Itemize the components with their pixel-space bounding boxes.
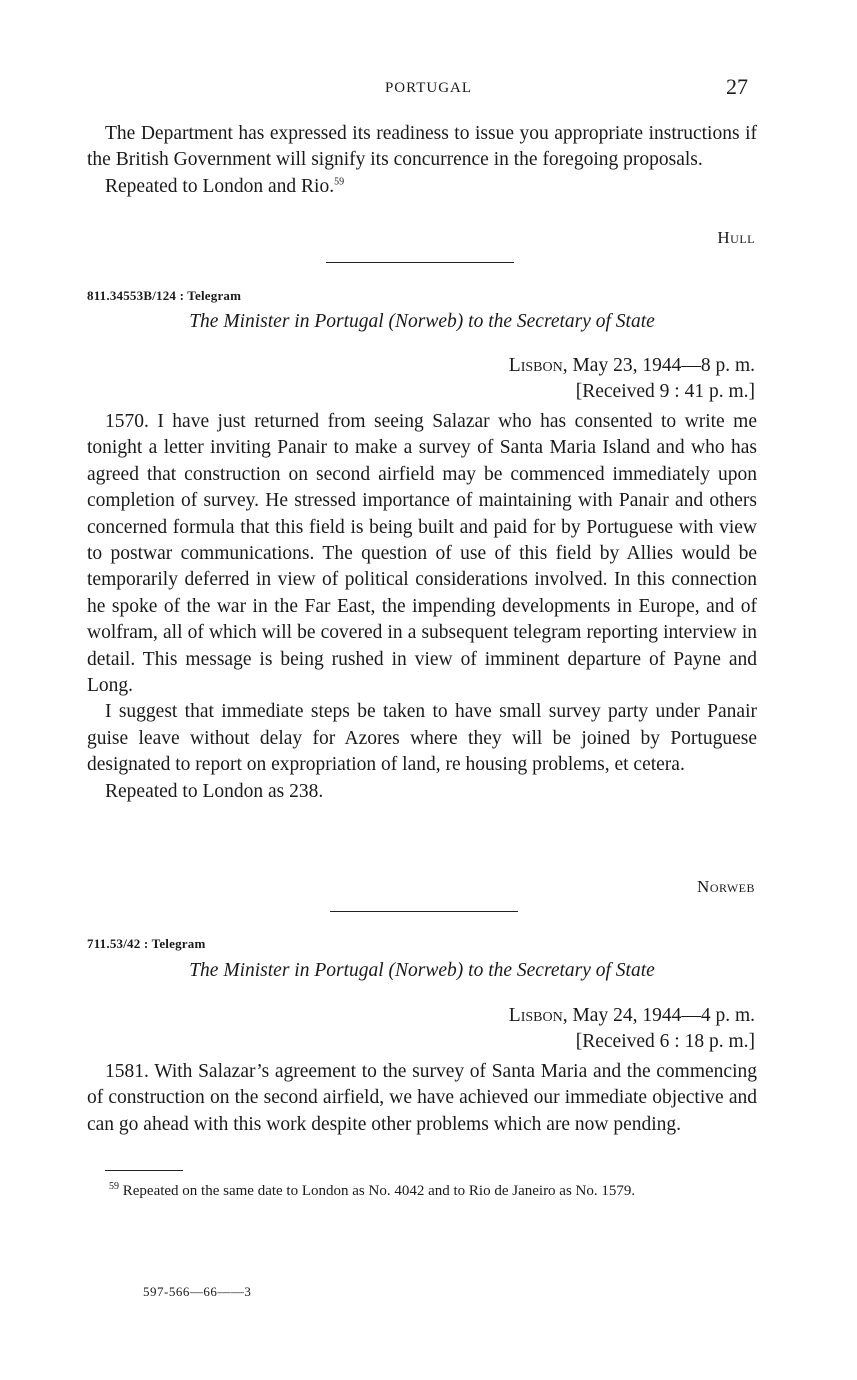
- section-divider: [330, 911, 518, 912]
- file-number: 711.53/42 : Telegram: [87, 936, 206, 951]
- signature-hull: Hull: [717, 228, 755, 247]
- footnote-marker: 59: [109, 1181, 119, 1192]
- repeated-text: Repeated to London and Rio.: [105, 175, 335, 197]
- doc3-body: [87, 1059, 757, 1138]
- date-time: May 24, 1944—4 p. m.: [567, 1005, 755, 1026]
- document-heading: The Minister in Portugal (Norweb) to the Secretary of State: [189, 311, 655, 332]
- date-place-line: [87, 353, 755, 379]
- document-heading: The Minister in Portugal (Norweb) to the Secretary of State: [189, 960, 655, 981]
- date-place: Lisbon,: [508, 355, 568, 376]
- footnote-text: Repeated on the same date to London as No. 4042 and to Rio de Janeiro as No. 1579.: [119, 1183, 636, 1199]
- date-place-line: [87, 1003, 755, 1029]
- doc2-paragraph-2: I suggest that immediate steps be taken to have small survey party under Panair guise leave without delay for Azores where they will be joined by Portuguese designated to report on expropriation of land, re housing problems, et cetera.: [87, 701, 757, 776]
- doc2-paragraph-3: Repeated to London as 238.: [105, 780, 324, 802]
- doc2-body: [87, 409, 757, 805]
- footnote-rule: [105, 1170, 183, 1171]
- date-time: May 23, 1944—8 p. m.: [567, 355, 755, 376]
- footnote: [87, 1183, 762, 1200]
- running-head: PORTUGAL: [384, 80, 473, 96]
- file-number: 811.34553B/124 : Telegram: [87, 288, 242, 303]
- signature-norweb: Norweb: [697, 877, 755, 896]
- doc3-paragraph-1: 1581. With Salazar’s agreement to the survey of Santa Maria and the commencing of construction on the second airfield, we have achieved our immediate objective and can go ahead with this work despite other problems which are now pending.: [87, 1061, 757, 1135]
- received-time: [Received 9 : 41 p. m.]: [575, 381, 755, 402]
- footnote-ref: 59: [334, 176, 345, 188]
- doc2-paragraph-1: 1570. I have just returned from seeing Salazar who has consented to write me tonight a letter inviting Panair to make a survey of Santa Maria Island and who has agreed that construction on second airfield may be commenced immediately upon completion of survey. He stressed importance of maintaining with Panair and others concerned formula that this field is being built and paid for by Portuguese with view to postwar communications. The question of use of this field by Allies would be temporarily deferred in view of political considerations involved. In this connection he spoke of the war in the Far East, the impending developments in Europe, and of wolfram, all of which will be covered in a subsequent telegram reporting interview in detail. This message is being rushed in view of imminent departure of Payne and Long.: [87, 411, 757, 697]
- section-divider: [326, 262, 514, 263]
- printer-code: 597-566—66——3: [143, 1284, 252, 1299]
- section1-repeated-line: [87, 174, 757, 200]
- section1-body: [87, 121, 757, 200]
- page-number: 27: [726, 74, 748, 99]
- dateline: [87, 353, 755, 405]
- section1-paragraph: The Department has expressed its readiness to issue you appropriate instructions if the British Government will signify its concurrence in the foregoing proposals.: [87, 123, 757, 171]
- date-place: Lisbon,: [508, 1005, 568, 1026]
- dateline: [87, 1003, 755, 1055]
- received-time: [Received 6 : 18 p. m.]: [575, 1031, 755, 1052]
